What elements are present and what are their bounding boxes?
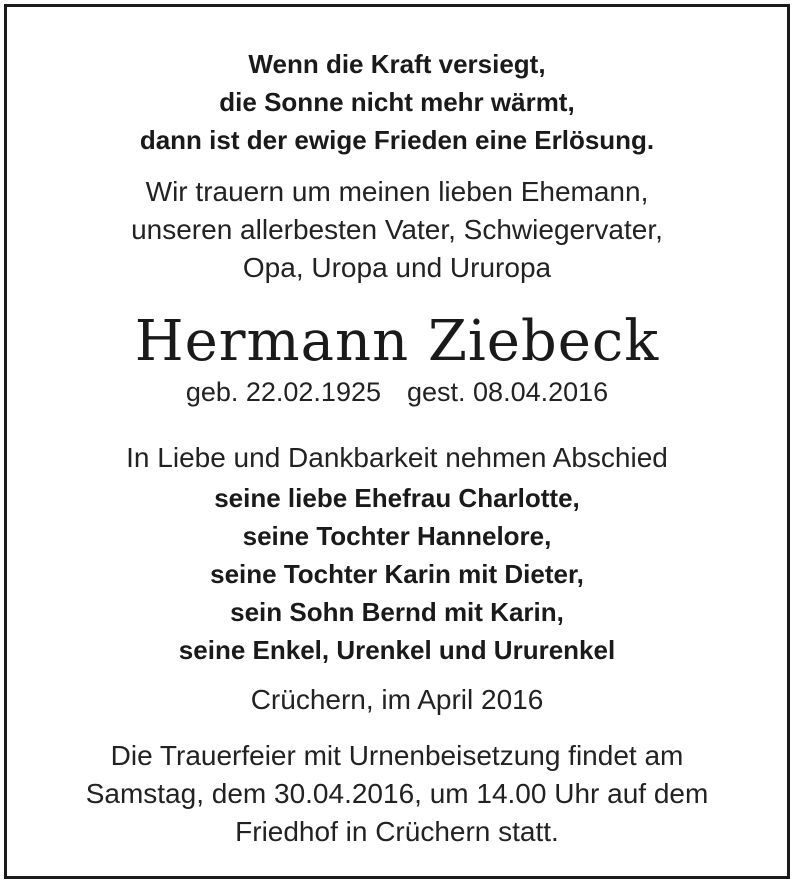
deceased-name: Hermann Ziebeck <box>134 309 660 374</box>
intro-line-1: Wir trauern um meinen lieben Ehemann, <box>145 176 649 207</box>
ceremony-line-3: Friedhof in Crüchern statt. <box>235 816 559 847</box>
birth-date: geb. 22.02.1925 <box>185 377 381 407</box>
obituary-notice <box>4 4 790 879</box>
mourner-line-2: seine Tochter Hannelore, <box>242 521 552 551</box>
death-date: gest. 08.04.2016 <box>407 377 609 407</box>
poem-line-2: die Sonne nicht mehr wärmt, <box>219 87 575 117</box>
place-date: Crüchern, im April 2016 <box>250 684 544 715</box>
poem-line-1: Wenn die Kraft versiegt, <box>248 49 546 79</box>
intro-line-3: Opa, Uropa und Ururopa <box>242 252 552 283</box>
poem-line-3: dann ist der ewige Frieden eine Erlösung. <box>139 125 655 155</box>
mourner-line-1: seine liebe Ehefrau Charlotte, <box>214 483 580 513</box>
farewell-intro: In Liebe und Dankbarkeit nehmen Abschied <box>126 442 668 473</box>
life-dates <box>7 375 787 409</box>
mourner-line-4: sein Sohn Bernd mit Karin, <box>230 597 564 627</box>
ceremony-line-1: Die Trauerfeier mit Urnenbeisetzung findet am <box>110 740 684 771</box>
mourner-line-3: seine Tochter Karin mit Dieter, <box>210 559 584 589</box>
ceremony-line-2: Samstag, dem 30.04.2016, um 14.00 Uhr auf dem <box>85 778 709 809</box>
intro-line-2: unseren allerbesten Vater, Schwiegervater, <box>131 214 663 245</box>
mourner-line-5: seine Enkel, Urenkel und Ururenkel <box>178 635 616 665</box>
